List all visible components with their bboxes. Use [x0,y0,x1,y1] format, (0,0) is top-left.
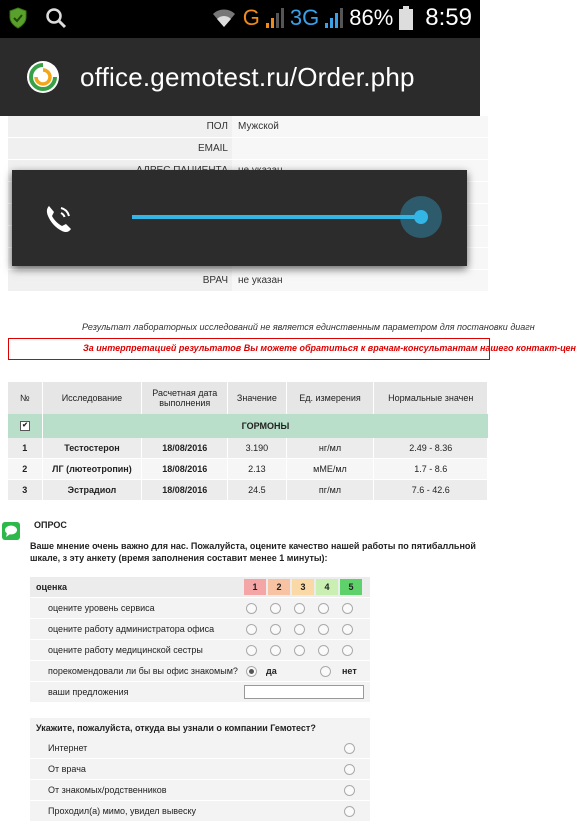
results-header-row [8,382,488,414]
rating-radio[interactable] [342,645,353,656]
rating-radio[interactable] [246,645,257,656]
col-header-value: Значение [228,382,286,414]
recommend-yes-radio[interactable] [246,666,257,677]
recommend-no-radio[interactable] [320,666,331,677]
recommend-yes-label: да [266,666,277,676]
rating-radio[interactable] [342,624,353,635]
rating-radio[interactable] [318,624,329,635]
phone-volume-icon [42,202,76,236]
source-question: Укажите, пожалуйста, откуда вы узнали о компании Гемотест? [30,718,370,738]
recommend-no-label: нет [342,666,357,676]
shield-icon [6,6,30,30]
suggestions-input[interactable] [244,685,364,699]
rating-radio[interactable] [318,603,329,614]
browser-url-bar[interactable] [0,38,480,116]
info-row: ПОЛ Мужской [8,116,488,138]
consult-notice-box [8,338,576,360]
rating-label: оценка [36,582,67,592]
survey-title: ОПРОС [34,520,67,530]
rating-row: оцените работу администратора офиса [30,619,370,640]
group-row [8,414,488,438]
rating-radio[interactable] [246,624,257,635]
scale-1: 1 [244,579,266,595]
col-header-date: Расчетная дата выполнения [142,382,228,414]
rating-header-row [30,577,370,598]
suggestions-row: ваши предложения [30,682,370,703]
scale-4: 4 [316,579,338,595]
network-g-label: G [242,5,260,30]
source-radio[interactable] [344,785,355,796]
survey-intro: Ваше мнение очень важно для нас. Пожалуйста, оцените качество нашей работы по пятибалльной шкале, з эту анкету (время заполнения составит менее 1 минуты): [30,541,476,563]
table-row: 1 Тестостерон 18/08/2016 3.190 нг/мл 2.49 - 8.36 [8,438,488,459]
rating-radio[interactable] [342,603,353,614]
rating-radio[interactable] [294,603,305,614]
clock: 8:59 [425,4,472,31]
battery-icon [399,6,413,30]
chat-icon [2,522,20,540]
col-header-number: № [8,382,43,414]
rating-radio[interactable] [294,645,305,656]
scale-2: 2 [268,579,290,595]
source-radio[interactable] [344,806,355,817]
rating-radio[interactable] [246,603,257,614]
list-item: Проходил(а) мимо, увидел вывеску [30,801,370,822]
table-row: 2 ЛГ (лютеотропин) 18/08/2016 2.13 мМЕ/мл 1.7 - 8.6 [8,459,488,480]
battery-percent: 86% [349,5,394,30]
source-radio[interactable] [344,764,355,775]
rating-row: оцените работу медицинской сестры [30,640,370,661]
col-header-norm: Нормальные значен [374,382,488,414]
results-table [8,382,488,501]
results-body [8,438,488,501]
volume-slider-track[interactable] [132,215,422,219]
list-item: От врача [30,759,370,780]
web-page [0,116,576,816]
volume-slider-thumb[interactable] [400,196,442,238]
gemotest-logo-icon [26,60,60,94]
rating-row: оцените уровень сервиса [30,598,370,619]
table-row: 3 Эстрадиол 18/08/2016 24.5 пг/мл 7.6 - 42.6 [8,480,488,501]
group-name: ГОРМОНЫ [42,414,488,438]
volume-panel [12,170,467,266]
signal-icon [325,7,343,29]
wifi-icon [211,7,237,29]
rating-radio[interactable] [270,603,281,614]
info-row: ВРАЧ не указан [8,270,488,292]
source-options [30,738,370,822]
scale-3: 3 [292,579,314,595]
rating-radio[interactable] [270,624,281,635]
search-icon[interactable] [44,6,68,30]
lab-notice: Результат лабораторных исследований не является единственным параметром для постановки диагн [82,322,535,332]
scale-5: 5 [340,579,362,595]
col-header-test: Исследование [43,382,143,414]
rating-grid [30,577,370,703]
group-checkbox[interactable]: ✔ [20,421,30,431]
consult-notice-text: За интерпретацией результатов Вы можете обратиться к врачам-консультантам нашего контакт-цен [83,343,576,353]
rating-radio[interactable] [270,645,281,656]
rating-radio[interactable] [318,645,329,656]
url-text[interactable]: office.gemotest.ru/Order.php [80,61,415,92]
status-bar [0,0,480,38]
col-header-unit: Ед. измерения [287,382,375,414]
list-item: От знакомых/родственников [30,780,370,801]
network-3g-label: 3G [289,5,320,30]
info-row: EMAIL [8,138,488,160]
list-item: Интернет [30,738,370,759]
rating-radio[interactable] [294,624,305,635]
signal-icon [266,7,284,29]
source-radio[interactable] [344,743,355,754]
recommend-row: порекомендовали ли бы вы офис знакомым? да нет [30,661,370,682]
